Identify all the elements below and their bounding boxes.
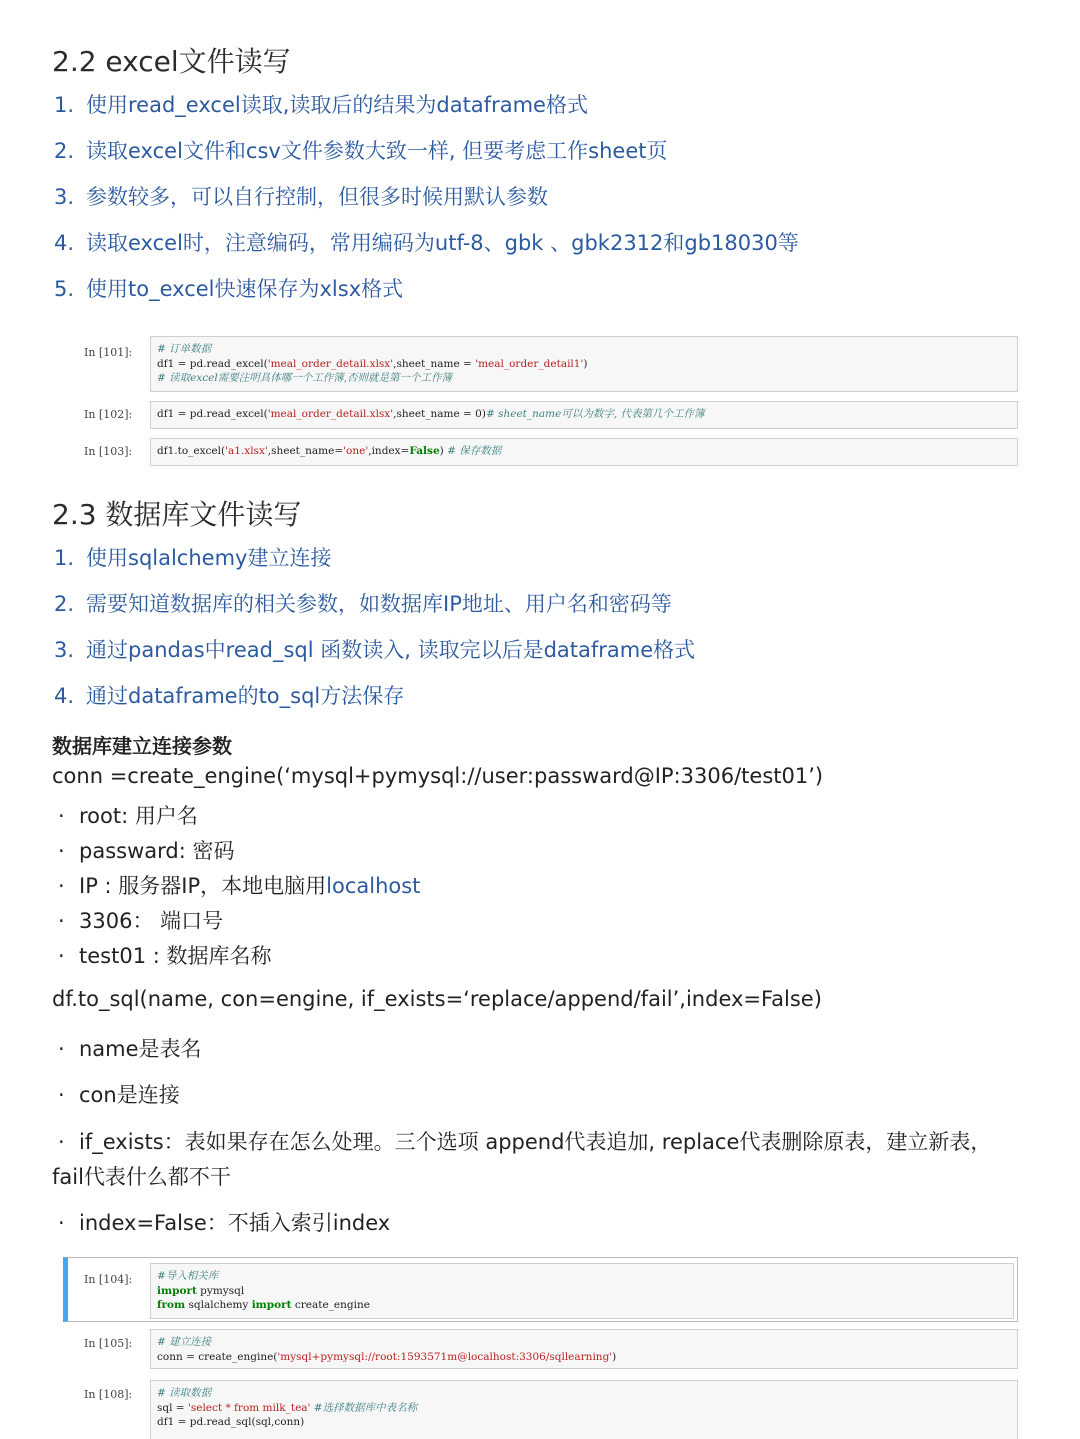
to-sql-example-line: df.to_sql(name, con=engine, if_exists=‘replace/append/fail’,index=False) <box>52 987 822 1011</box>
list-item: 3. 通过pandas中read_sql 函数读入, 读取完以后是dataframe格式 <box>54 638 696 662</box>
tosql-param-item: · con是连接 <box>58 1083 180 1107</box>
cell-prompt: In [103]: <box>84 445 133 458</box>
list-item: 2. 读取excel文件和csv文件参数大致一样, 但要考虑工作sheet页 <box>54 139 668 163</box>
section-title-database: 2.3 数据库文件读写 <box>52 498 302 531</box>
code-cell-103[interactable] <box>84 438 1018 466</box>
code-cell-108[interactable] <box>84 1380 1018 1439</box>
code-editor[interactable]: # 读取数据 sql = 'select * from milk_tea' #选择数据库中表名称 df1 = pd.read_sql(sql,conn) <box>150 1380 1018 1439</box>
list-item: 2. 需要知道数据库的相关参数，如数据库IP地址、用户名和密码等 <box>54 592 672 616</box>
list-item: 3. 参数较多，可以自行控制，但很多时候用默认参数 <box>54 185 548 209</box>
params-heading: 数据库建立连接参数 <box>52 734 232 758</box>
param-item: · IP : 服务器IP，本地电脑用localhost <box>58 874 421 898</box>
conn-example-line: conn =create_engine(‘mysql+pymysql://user:passward@IP:3306/test01’) <box>52 764 824 788</box>
code-editor[interactable]: # 订单数据 df1 = pd.read_excel('meal_order_detail.xlsx',sheet_name = 'meal_order_detail1') # 读取excel需要注明具体哪一个工作簿,否则就是第一个工作簿 <box>150 336 1018 392</box>
tosql-param-item: · if_exists：表如果存在怎么处理。三个选项 append代表追加, replace代表删除原表，建立新表， fail代表什么都不干 <box>52 1130 992 1189</box>
code-cell-102[interactable] <box>84 401 1018 429</box>
list-item: 5. 使用to_excel快速保存为xlsx格式 <box>54 277 404 301</box>
tosql-param-item: · index=False：不插入索引index <box>58 1211 391 1235</box>
cell-prompt: In [108]: <box>84 1388 133 1401</box>
list-item: 4. 通过dataframe的to_sql方法保存 <box>54 684 405 708</box>
cell-prompt: In [105]: <box>84 1337 133 1350</box>
param-item: · test01 : 数据库名称 <box>58 944 272 968</box>
code-cell-104[interactable] <box>84 1263 1014 1319</box>
tosql-param-item: · name是表名 <box>58 1037 202 1061</box>
code-editor[interactable]: df1.to_excel('a1.xlsx',sheet_name='one',index=False) # 保存数据 <box>150 438 1018 466</box>
database-steps-list <box>54 541 695 725</box>
code-editor[interactable]: # 建立连接 conn = create_engine('mysql+pymysql://root:1593571m@localhost:3306/sqllearning') <box>150 1329 1018 1369</box>
cell-prompt: In [101]: <box>84 346 133 359</box>
section-title-excel: 2.2 excel文件读写 <box>52 45 291 78</box>
param-item: · passward: 密码 <box>58 839 235 863</box>
param-item: · 3306： 端口号 <box>58 909 224 933</box>
code-cell-101[interactable] <box>84 336 1018 392</box>
list-item: 1. 使用sqlalchemy建立连接 <box>54 546 332 570</box>
code-editor[interactable]: df1 = pd.read_excel('meal_order_detail.xlsx',sheet_name = 0)# sheet_name可以为数字, 代表第几个工作簿 <box>150 401 1018 429</box>
localhost-link[interactable]: localhost <box>326 874 421 898</box>
cell-prompt: In [102]: <box>84 408 133 421</box>
list-item: 1. 使用read_excel读取,读取后的结果为dataframe格式 <box>54 93 588 117</box>
excel-steps-list <box>54 88 799 318</box>
code-cell-105[interactable] <box>84 1329 1018 1369</box>
param-item: · root: 用户名 <box>58 804 198 828</box>
code-editor[interactable]: #导入相关库 import pymysql from sqlalchemy import create_engine <box>150 1263 1014 1319</box>
cell-prompt: In [104]: <box>84 1273 133 1286</box>
list-item: 4. 读取excel时，注意编码，常用编码为utf-8、gbk 、gbk2312和gb18030等 <box>54 231 799 255</box>
